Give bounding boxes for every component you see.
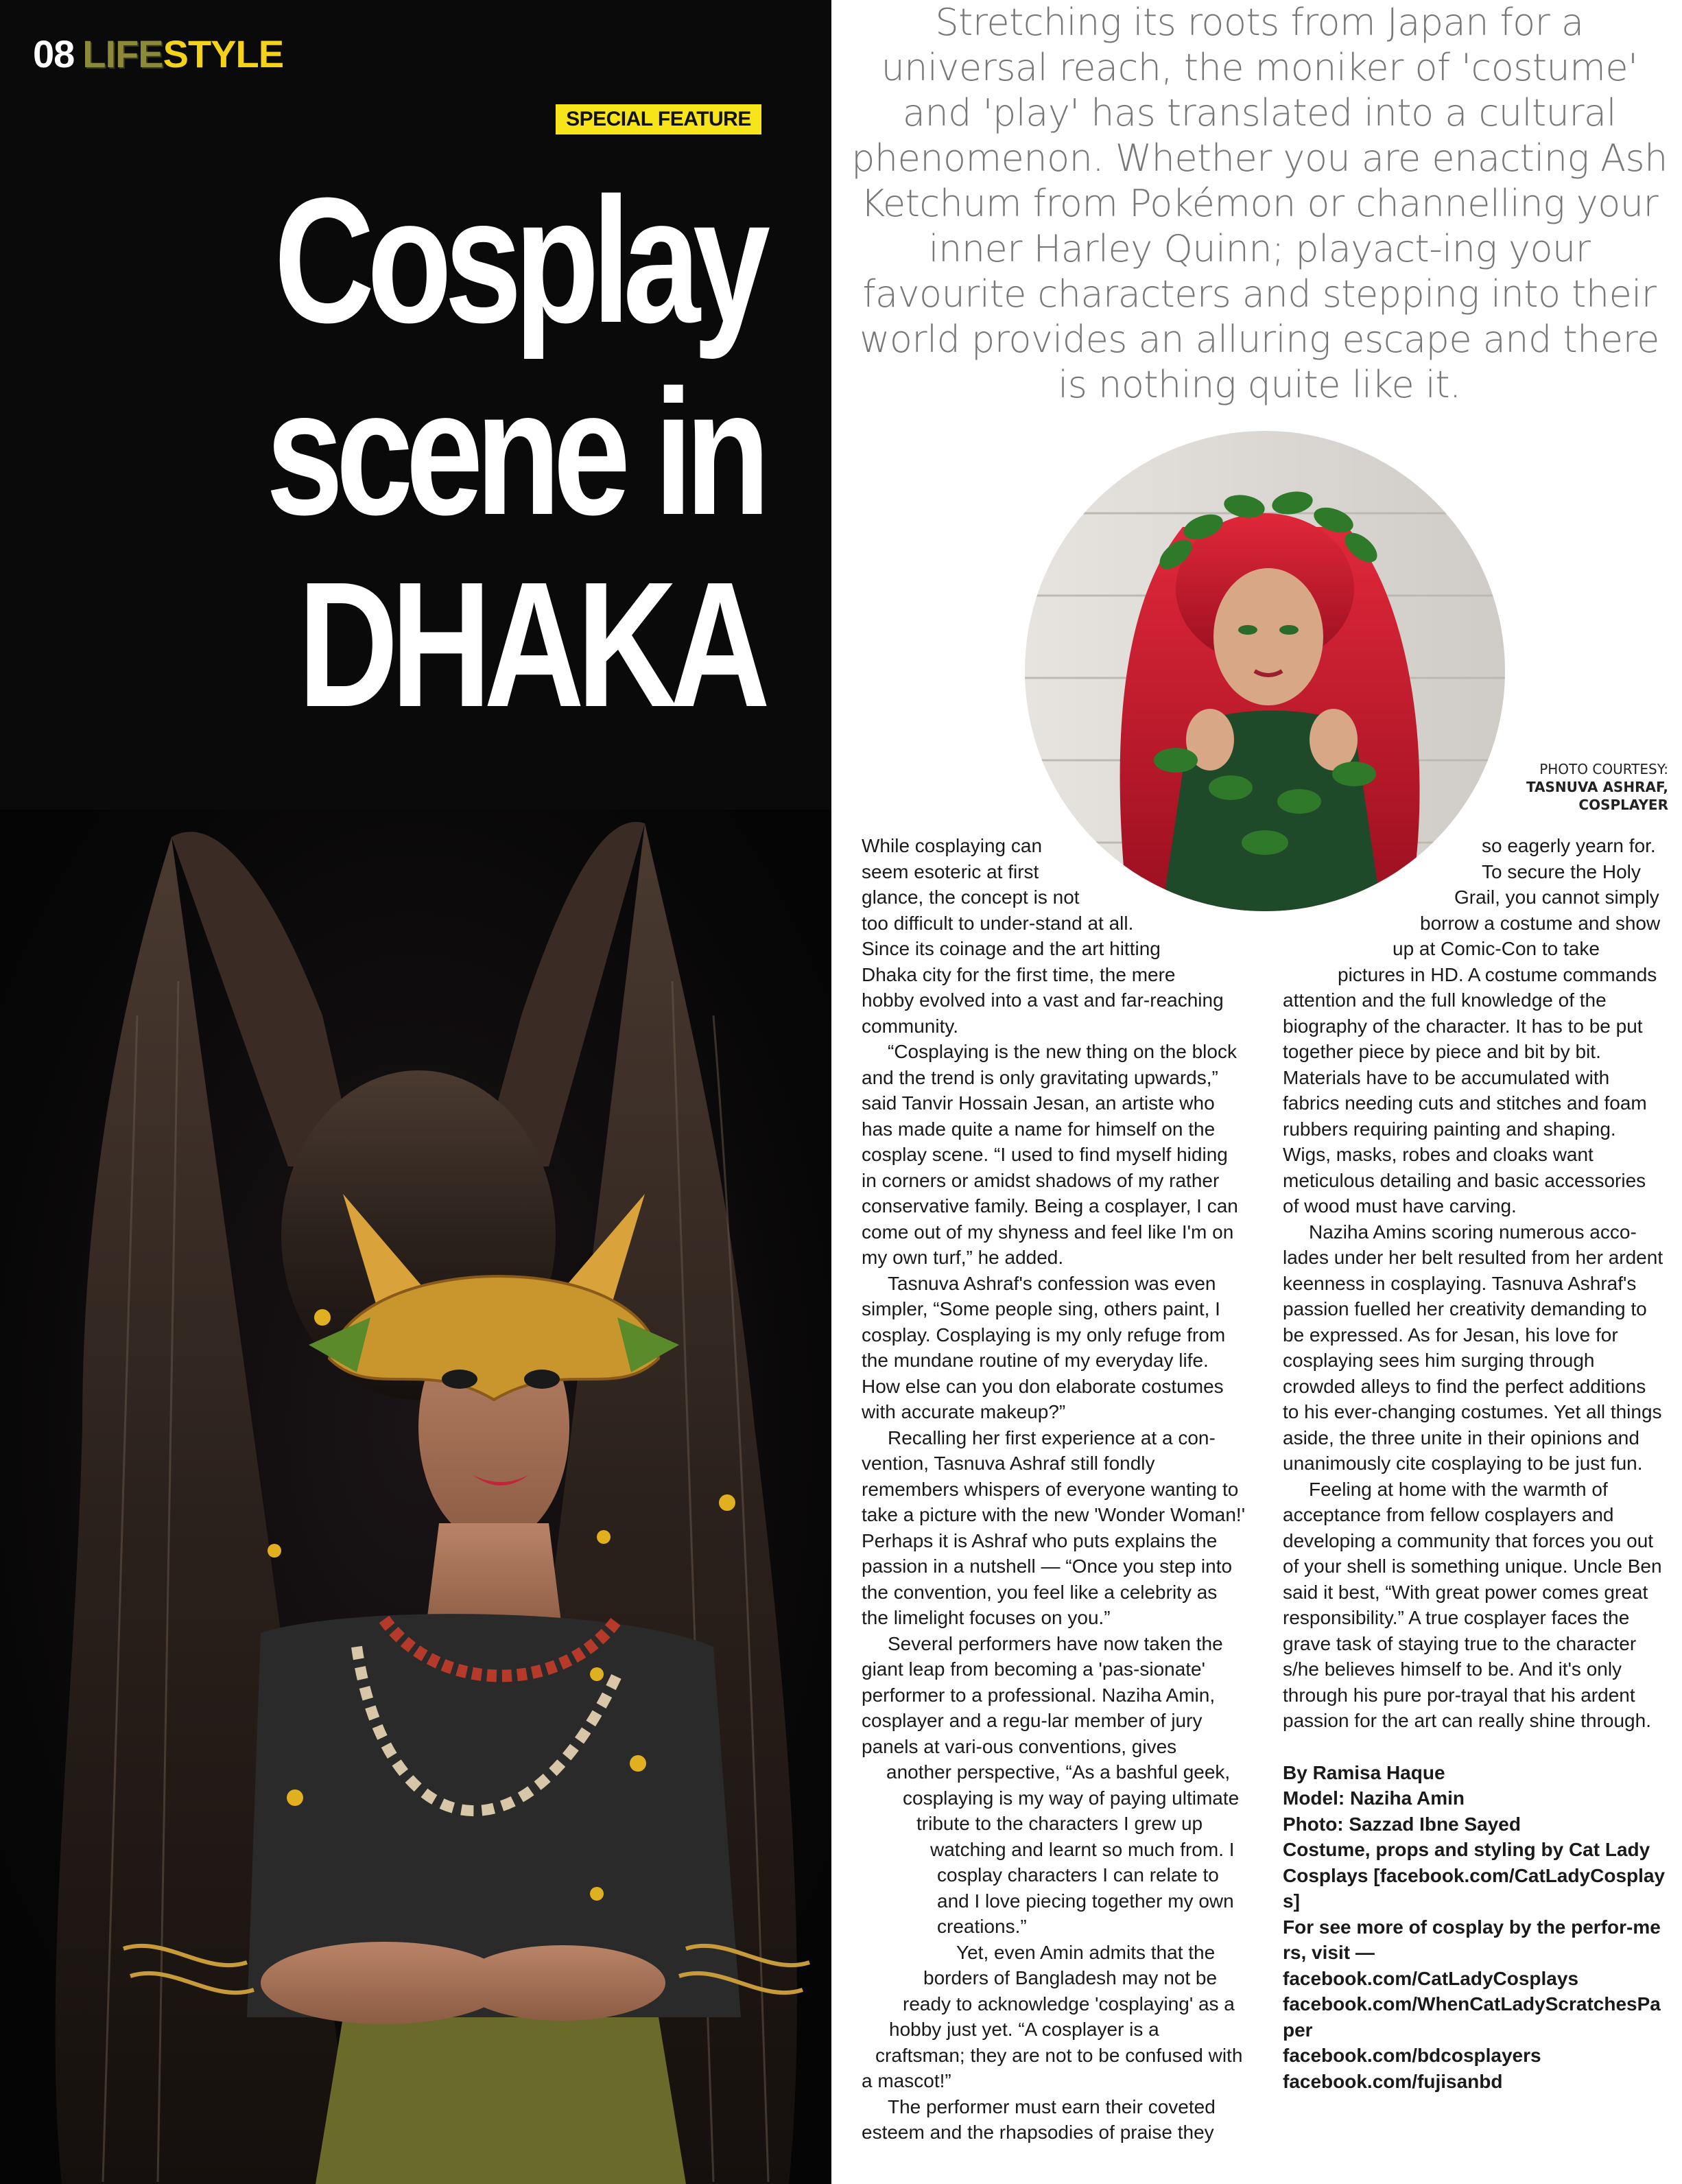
hero-cosplayer-photo bbox=[0, 810, 831, 2184]
social-link[interactable]: facebook.com/bdcosplayers bbox=[1283, 2045, 1541, 2066]
author-credit: By Ramisa Haque bbox=[1283, 1761, 1445, 1783]
article-paragraph-3: Tasnuva Ashraf's confession was even simpler, “Some people sing, others paint, I cosplay. Cosplaying is my only refuge from the mundane routine of my everyday life. How else can you don elaborate costumes with accurate makeup?” bbox=[862, 1272, 1226, 1422]
headline-line-1: Cosplay bbox=[274, 161, 763, 360]
article-paragraph-2: “Cosplaying is the new thing on the block and the trend is only gravitating upwards,” said Tanvir Hossain Jesan, an artiste who has made quite a name for himself on the cosplay scene. “I used to find myself hiding in corners or amidst shadows of my rather conservative family. Being a cosplayer, I can come out of my shyness and feel like I'm on my own turf,” he added. bbox=[862, 1041, 1238, 1268]
photo-credit bbox=[1434, 760, 1668, 814]
photo-credit-name: TASNUVA ASHRAF, bbox=[1526, 779, 1668, 795]
photo-credit-label: PHOTO COURTESY: bbox=[1539, 761, 1668, 777]
section-name-style: STYLE bbox=[163, 32, 284, 75]
article-paragraph-10: Feeling at home with the warmth of acceptance from fellow cosplayers and developing a community that forces you out of your shell is something unique. Uncle Ben said it best, “With great power comes great responsibility.” A true cosplayer faces the grave task of staying true to the character s/he believes himself to be. And it's only through his pure por-trayal that his ardent passion for the art can really shine through. bbox=[1283, 1478, 1662, 1731]
feature-panel bbox=[0, 0, 831, 2184]
social-link[interactable]: facebook.com/fujisanbd bbox=[1283, 2070, 1503, 2092]
see-more-note: For see more of cosplay by the perfor-mers, visit — bbox=[1283, 1916, 1661, 1963]
section-name-life: LIFE bbox=[82, 32, 163, 75]
styling-credit: Costume, props and styling by Cat Lady Cosplays [facebook.com/CatLadyCosplays] bbox=[1283, 1839, 1666, 1912]
article-paragraph-1: While cosplaying can seem esoteric at first glance, the concept is not too difficult to under-stand at all. Since its coinage and the art hitting Dhaka city for the first time, the mere hobby evolved into a vast and far-reaching community. bbox=[862, 835, 1224, 1037]
page-number: 08 bbox=[33, 32, 75, 75]
article-column-right bbox=[1283, 833, 1667, 2094]
headline bbox=[228, 161, 763, 744]
photo-credit-role: COSPLAYER bbox=[1578, 797, 1668, 813]
special-feature-tag: SPECIAL FEATURE bbox=[556, 104, 761, 134]
article-paragraph-6: Yet, even Amin admits that the borders of Bangladesh may not be ready to acknowledge 'cosplaying' as a hobby just yet. “A cosplayer is a craftsman; they are not to be confused with a mascot!” bbox=[862, 1941, 1243, 2091]
page-header bbox=[33, 32, 283, 76]
article-paragraph-4: Recalling her first experience at a con-vention, Tasnuva Ashraf still fondly remembers whispers of everyone wanting to take a picture with the new 'Wonder Woman!' Perhaps it is Ashraf who puts explains the passion in a nutshell — “Once you step into the convention, you feel like a celebrity as the limelight focuses on you.” bbox=[862, 1426, 1246, 1628]
article-column-left bbox=[862, 833, 1246, 2146]
article-paragraph-8: so eagerly yearn for. To secure the Holy Grail, you cannot simply borrow a costume and show up at Comic-Con to take pictures in HD. A costume commands attention and the full knowledge of the biography of the character. It has to be put together piece by piece and bit by bit. Materials have to be accumulated with fabrics needing cuts and stitches and foam rubbers requiring painting and shaping. Wigs, masks, robes and cloaks want meticulous detailing and basic accessories of wood must have carving. bbox=[1283, 835, 1661, 1217]
standfirst-intro: Stretching its roots from Japan for a universal reach, the moniker of 'costume' and 'play' has translated into a cultural phenomenon. Whether you are enacting Ash Ketchum from Pokémon or channelling your inner Harley Quinn; playact-ing your favourite characters and stepping into their world provides an alluring escape and there is nothing quite like it. bbox=[851, 1, 1668, 406]
article-paragraph-7: The performer must earn their coveted esteem and the rhapsodies of praise they bbox=[862, 2095, 1216, 2143]
model-credit: Model: Naziha Amin bbox=[1283, 1787, 1465, 1809]
article-credits bbox=[1283, 1760, 1667, 2095]
article-paragraph-5: Several performers have now taken the giant leap from becoming a 'pas-sionate' performer to a professional. Naziha Amin, cosplayer and a regu-lar member of jury panels at vari-ous conventions, gives another perspective, “As a bashful geek, cosplaying is my way of paying ultimate tribute to the characters I grew up watching and learnt so much from. I cosplay characters I can relate to and I love piecing together my own creations.” bbox=[862, 1632, 1240, 1937]
social-link[interactable]: facebook.com/CatLadyCosplays bbox=[1283, 1967, 1579, 1989]
headline-line-3: DHAKA bbox=[298, 545, 763, 744]
photographer-credit: Photo: Sazzad Ibne Sayed bbox=[1283, 1813, 1521, 1835]
article-paragraph-9: Naziha Amins scoring numerous acco-lades under her belt resulted from her ardent keenness in cosplaying. Tasnuva Ashraf's passion fuelled her creativity demanding to be expressed. As for Jesan, his love for cosplaying sees him surging through crowded alleys to find the perfect additions to his ever-changing costumes. Yet all things aside, the three unite in their opinions and unanimously cite cosplaying to be just fun. bbox=[1283, 1221, 1663, 1474]
social-link[interactable]: facebook.com/WhenCatLadyScratchesPaper bbox=[1283, 1993, 1661, 2041]
headline-line-2: scene in bbox=[265, 353, 763, 552]
